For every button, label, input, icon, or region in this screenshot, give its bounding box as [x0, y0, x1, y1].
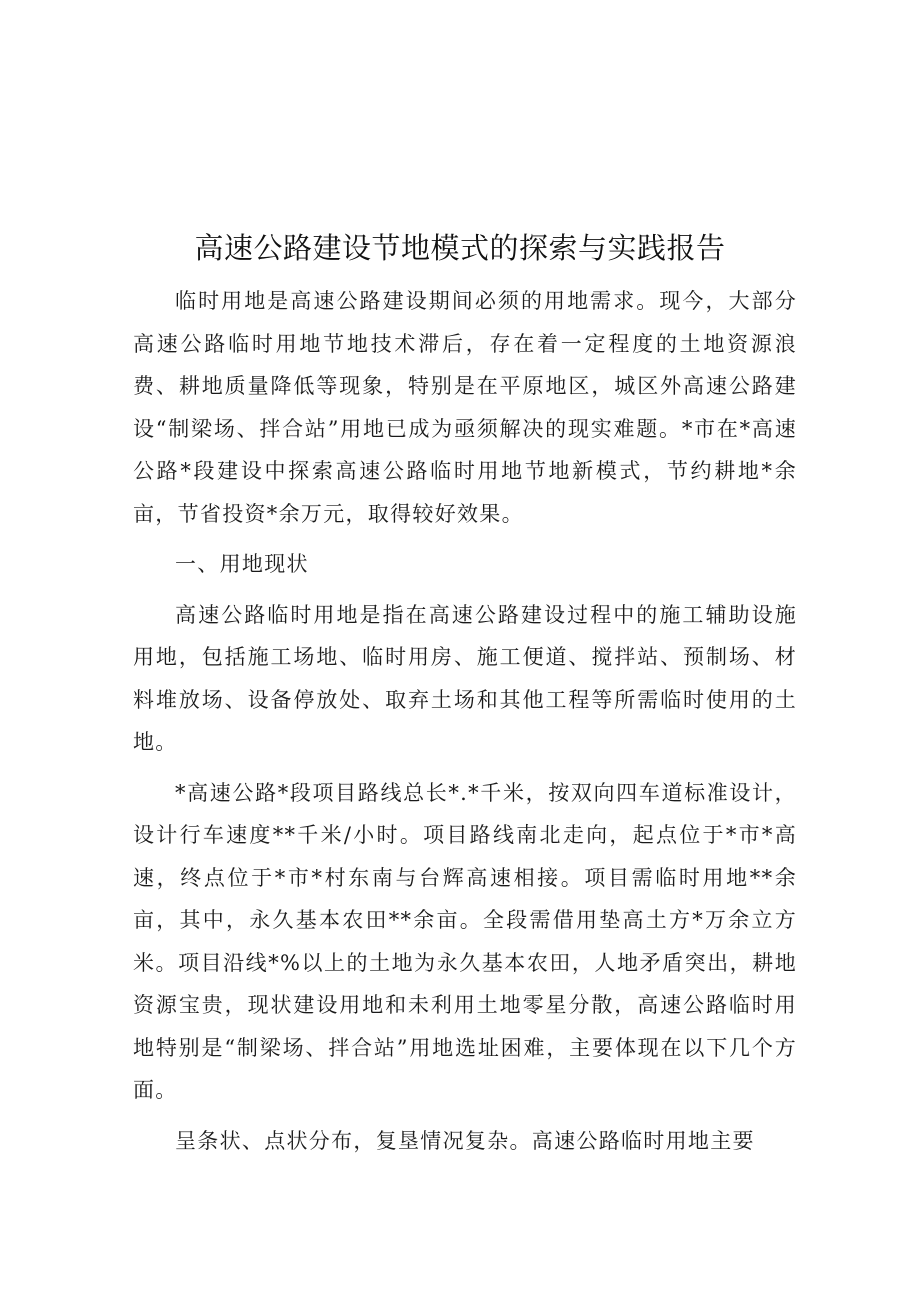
paragraph-intro: 临时用地是高速公路建设期间必须的用地需求。现今，大部分高速公路临时用地节地技术滞后，存在着一定程度的土地资源浪费、耕地质量降低等现象，特别是在平原地区，城区外高速公路建设“制梁场、拌合站”用地已成为亟须解决的现实难题。*市在*高速公路*段建设中探索高速公路临时用地节地新模式，节约耕地*余亩，节省投资*余万元，取得较好效果。 [133, 289, 797, 526]
document-body [133, 280, 797, 1162]
document-title: 高速公路建设节地模式的探索与实践报告 [194, 231, 726, 265]
paragraph-temporary-land-definition: 高速公路临时用地是指在高速公路建设过程中的施工辅助设施用地，包括施工场地、临时用房、施工便道、搅拌站、预制场、材料堆放场、设备停放处、取弃土场和其他工程等所需临时使用的土地。 [133, 602, 797, 754]
paragraph-project-overview: *高速公路*段项目路线总长*.*千米，按双向四车道标准设计，设计行车速度**千米/小时。项目路线南北走向，起点位于*市*高速，终点位于*市*村东南与台辉高速相接。项目需临时用地**余亩，其中，永久基本农田**余亩。全段需借用垫高土方*万余立方米。项目沿线*%以上的土地为永久基本农田，人地矛盾突出，耕地资源宝贵，现状建设用地和未利用土地零星分散，高速公路临时用地特别是“制梁场、拌合站”用地选址困难，主要体现在以下几个方面。 [133, 780, 797, 1102]
paragraph-distribution: 呈条状、点状分布，复垦情况复杂。高速公路临时用地主要 [175, 1128, 755, 1153]
section-heading-land-status: 一、用地现状 [175, 552, 309, 576]
